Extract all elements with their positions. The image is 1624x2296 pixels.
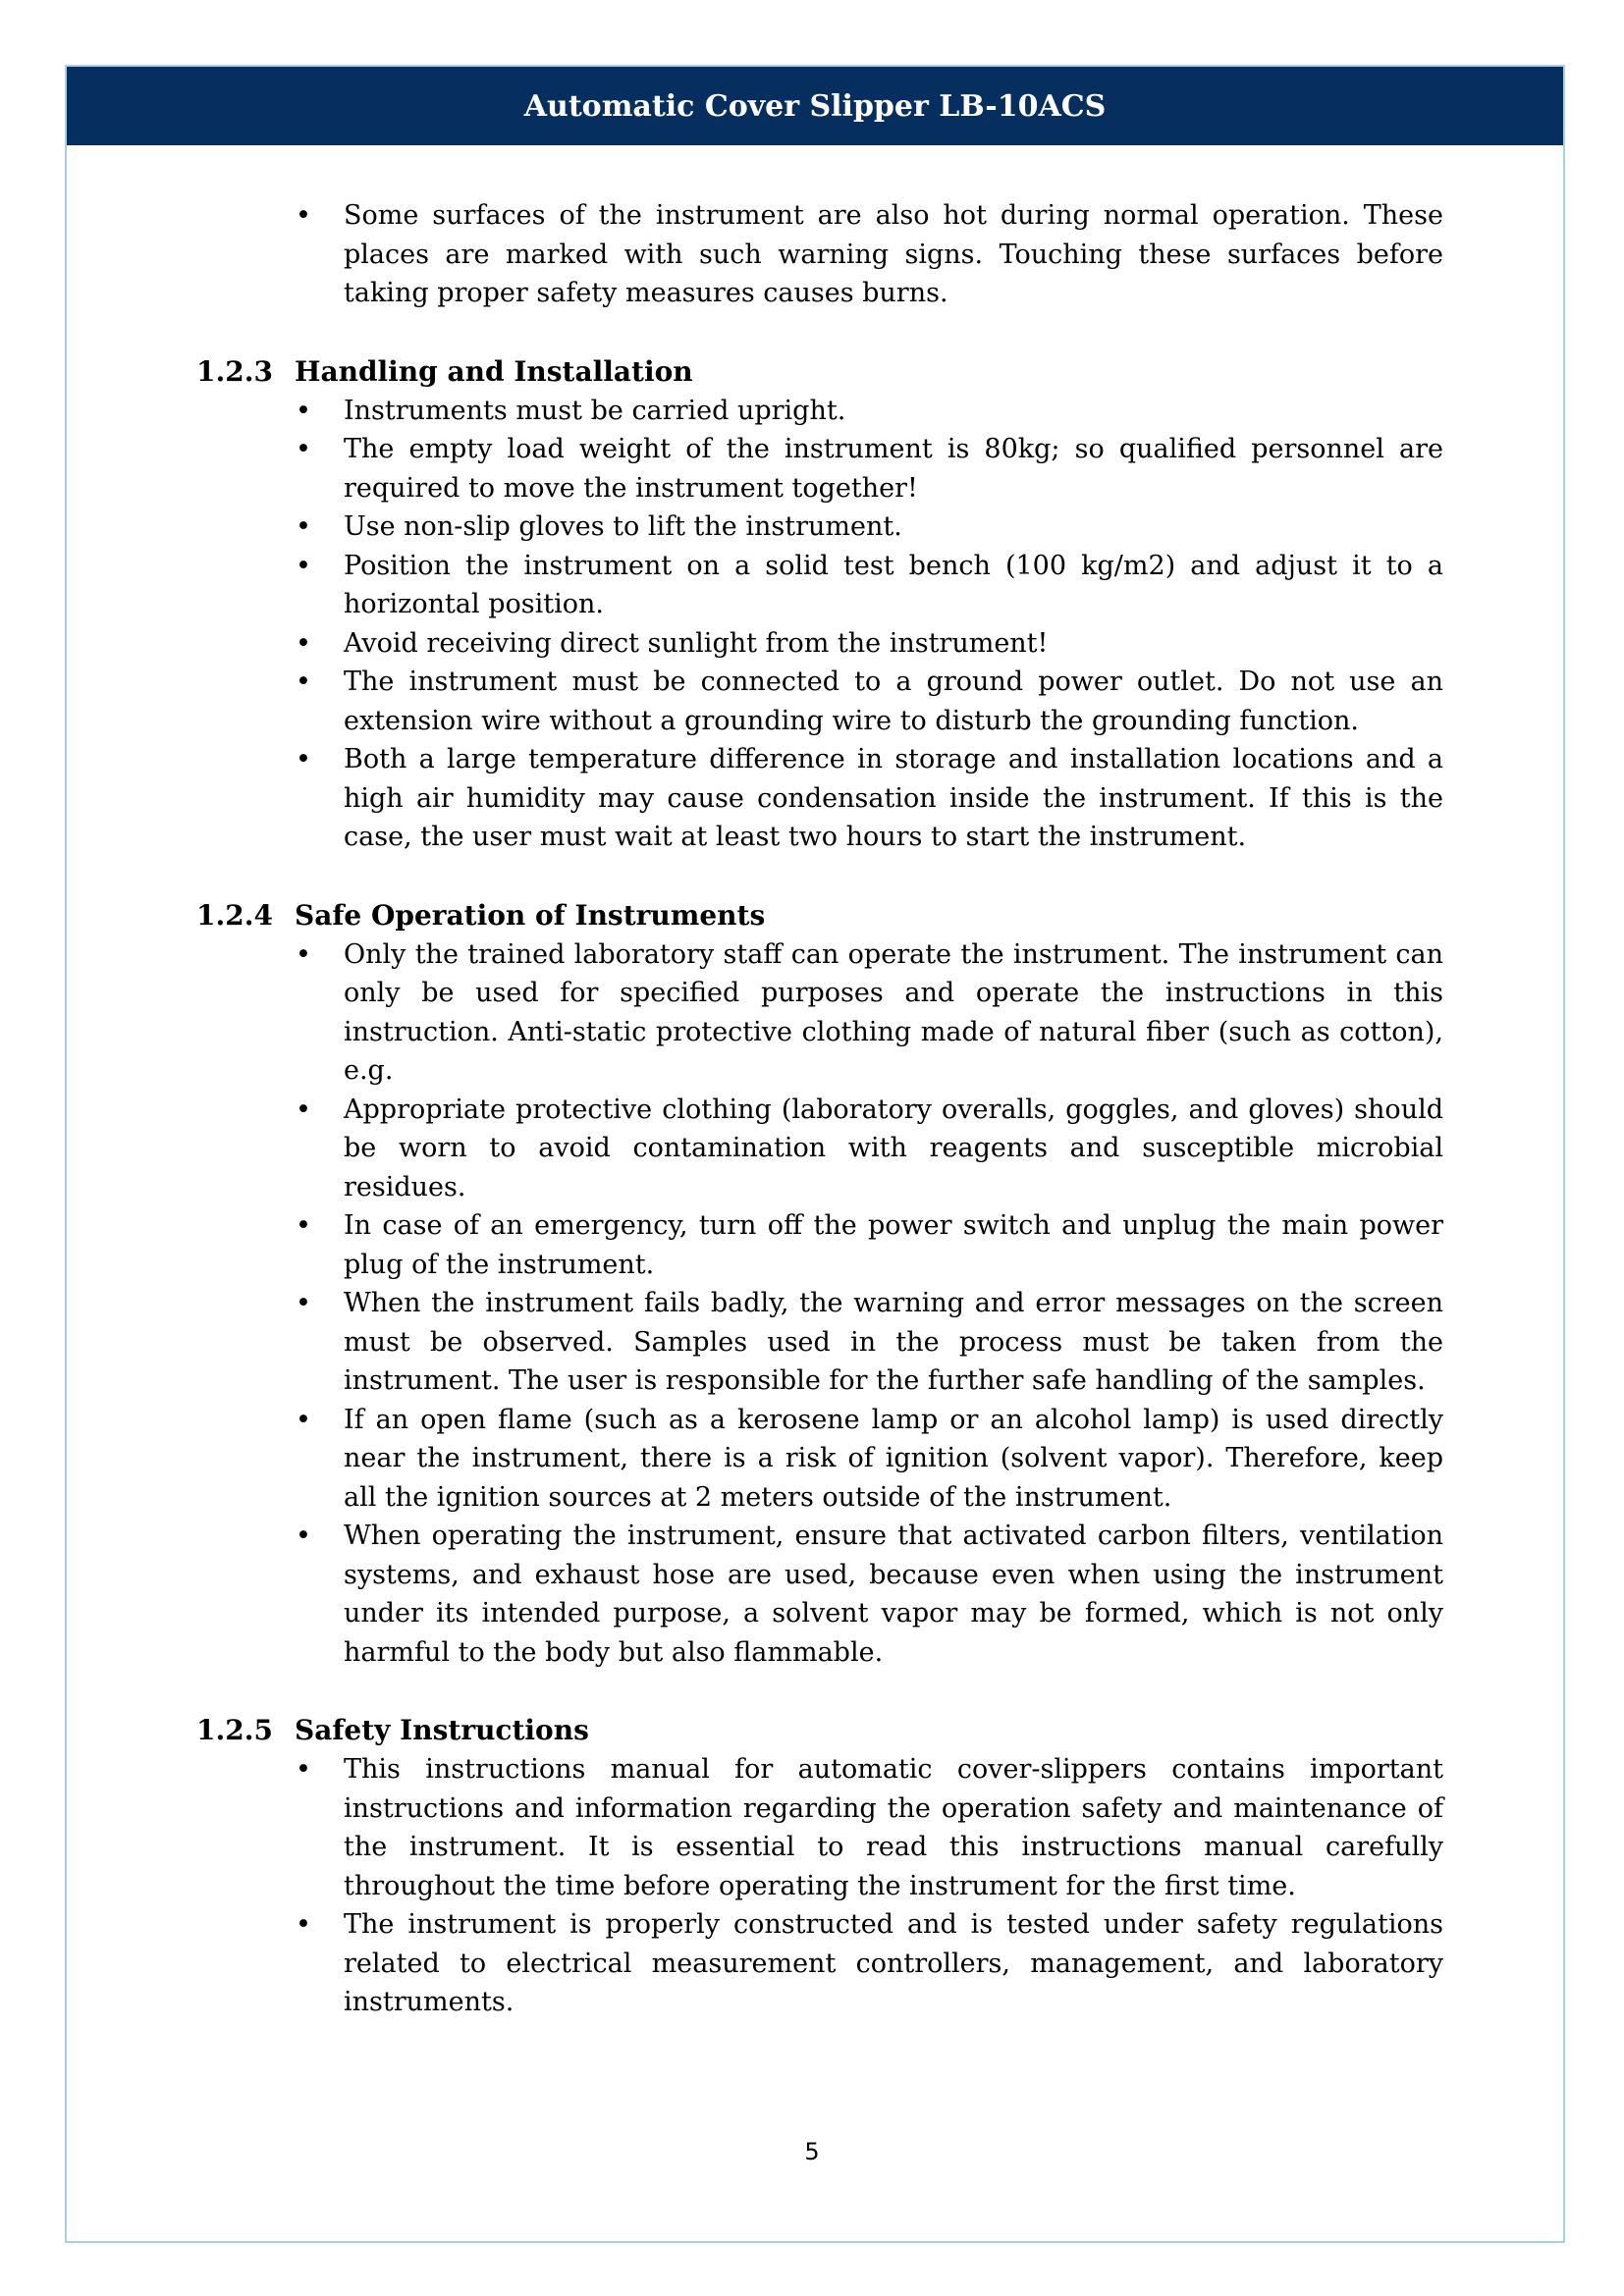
- list-item: • If an open flame (such as a kerosene lamp or an alcohol lamp) is used directly near the instrument, there is a risk of ignition (solvent vapor). Therefore, keep all the ignition sources at 2 meters outside of the instrument.: [344, 1401, 1443, 1518]
- bullet-icon: •: [296, 511, 311, 542]
- bullet-icon: •: [296, 744, 311, 774]
- intro-list: [196, 196, 1443, 313]
- page-number: 5: [804, 2138, 820, 2165]
- list-item: • The instrument must be connected to a ground power outlet. Do not use an extension wire without a grounding wire to disturb the grounding function.: [344, 663, 1443, 740]
- section-list: [196, 392, 1443, 857]
- bullet-icon: •: [296, 1210, 311, 1241]
- section-heading: [196, 1711, 1443, 1750]
- bullet-icon: •: [296, 667, 311, 697]
- section-number: 1.2.5: [196, 1714, 273, 1746]
- list-item: • Avoid receiving direct sunlight from the instrument!: [344, 624, 1443, 664]
- bullet-icon: •: [296, 627, 311, 659]
- section-heading: [196, 896, 1443, 935]
- bullet-icon: •: [296, 1094, 311, 1125]
- bullet-icon: •: [296, 1754, 311, 1785]
- section-title: Safety Instructions: [295, 1714, 589, 1746]
- list-item: • This instructions manual for automatic cover-slippers contains important instructions and information regarding the operation safety and maintenance of the instrument. It is essential to read this instructions manual carefully throughout the time before operating the instrument for the first time.: [344, 1750, 1443, 1905]
- list-item: • Both a large temperature difference in storage and installation locations and a high air humidity may cause condensation inside the instrument. If this is the case, the user must wait at least two hours to start the instrument.: [344, 740, 1443, 857]
- list-item: • Use non-slip gloves to lift the instrument.: [344, 507, 1443, 547]
- bullet-icon: •: [296, 395, 311, 426]
- list-item: • Only the trained laboratory staff can operate the instrument. The instrument can only be used for specified purposes and operate the instructions in this instruction. Anti-static protective clothing made of natural fiber (such as cotton), e.g.: [344, 935, 1443, 1091]
- bullet-icon: •: [296, 1909, 311, 1940]
- section-list: [196, 935, 1443, 1673]
- section-list: [196, 1750, 1443, 2022]
- list-item: • Appropriate protective clothing (laboratory overalls, goggles, and gloves) should be worn to avoid contamination with reagents and susceptible microbial residues.: [344, 1091, 1443, 1207]
- bullet-icon: •: [296, 938, 311, 970]
- bullet-icon: •: [296, 550, 311, 581]
- list-item: • When operating the instrument, ensure that activated carbon filters, ventilation systems, and exhaust hose are used, because even when using the instrument under its intended purpose, a solvent vapor may be formed, which is not only harmful to the body but also flammable.: [344, 1517, 1443, 1672]
- bullet-icon: •: [296, 1288, 311, 1318]
- list-item: • When the instrument fails badly, the warning and error messages on the screen must be observed. Samples used in the process must be taken from the instrument. The user is responsible for the further safe handling of the samples.: [344, 1284, 1443, 1401]
- section-safe-operation: [196, 896, 1443, 1673]
- list-item: • In case of an emergency, turn off the power switch and unplug the main power plug of the instrument.: [344, 1206, 1443, 1284]
- document-header: [67, 67, 1563, 145]
- list-item: • Instruments must be carried upright.: [344, 392, 1443, 431]
- list-item: • Some surfaces of the instrument are also hot during normal operation. These places are marked with such warning signs. Touching these surfaces before taking proper safety measures causes burns.: [344, 196, 1443, 313]
- section-title: Handling and Installation: [295, 354, 693, 388]
- bullet-icon: •: [296, 1404, 311, 1435]
- list-item: • Position the instrument on a solid test bench (100 kg/m2) and adjust it to a horizontal position.: [344, 547, 1443, 624]
- section-handling-installation: [196, 352, 1443, 857]
- bullet-icon: •: [296, 1521, 311, 1551]
- section-number: 1.2.4: [196, 898, 273, 932]
- section-number: 1.2.3: [196, 354, 273, 388]
- document-title: Automatic Cover Slipper LB-10ACS: [523, 88, 1107, 124]
- page-content: [196, 196, 1443, 2022]
- section-safety-instructions: [196, 1711, 1443, 2022]
- section-heading: [196, 352, 1443, 392]
- list-item: • The instrument is properly constructed and is tested under safety regulations related to electrical measurement controllers, management, and laboratory instruments.: [344, 1905, 1443, 2022]
- bullet-icon: •: [296, 434, 311, 464]
- section-title: Safe Operation of Instruments: [295, 898, 766, 932]
- list-item: • The empty load weight of the instrument is 80kg; so qualified personnel are required to move the instrument together!: [344, 430, 1443, 507]
- bullet-icon: •: [296, 200, 311, 231]
